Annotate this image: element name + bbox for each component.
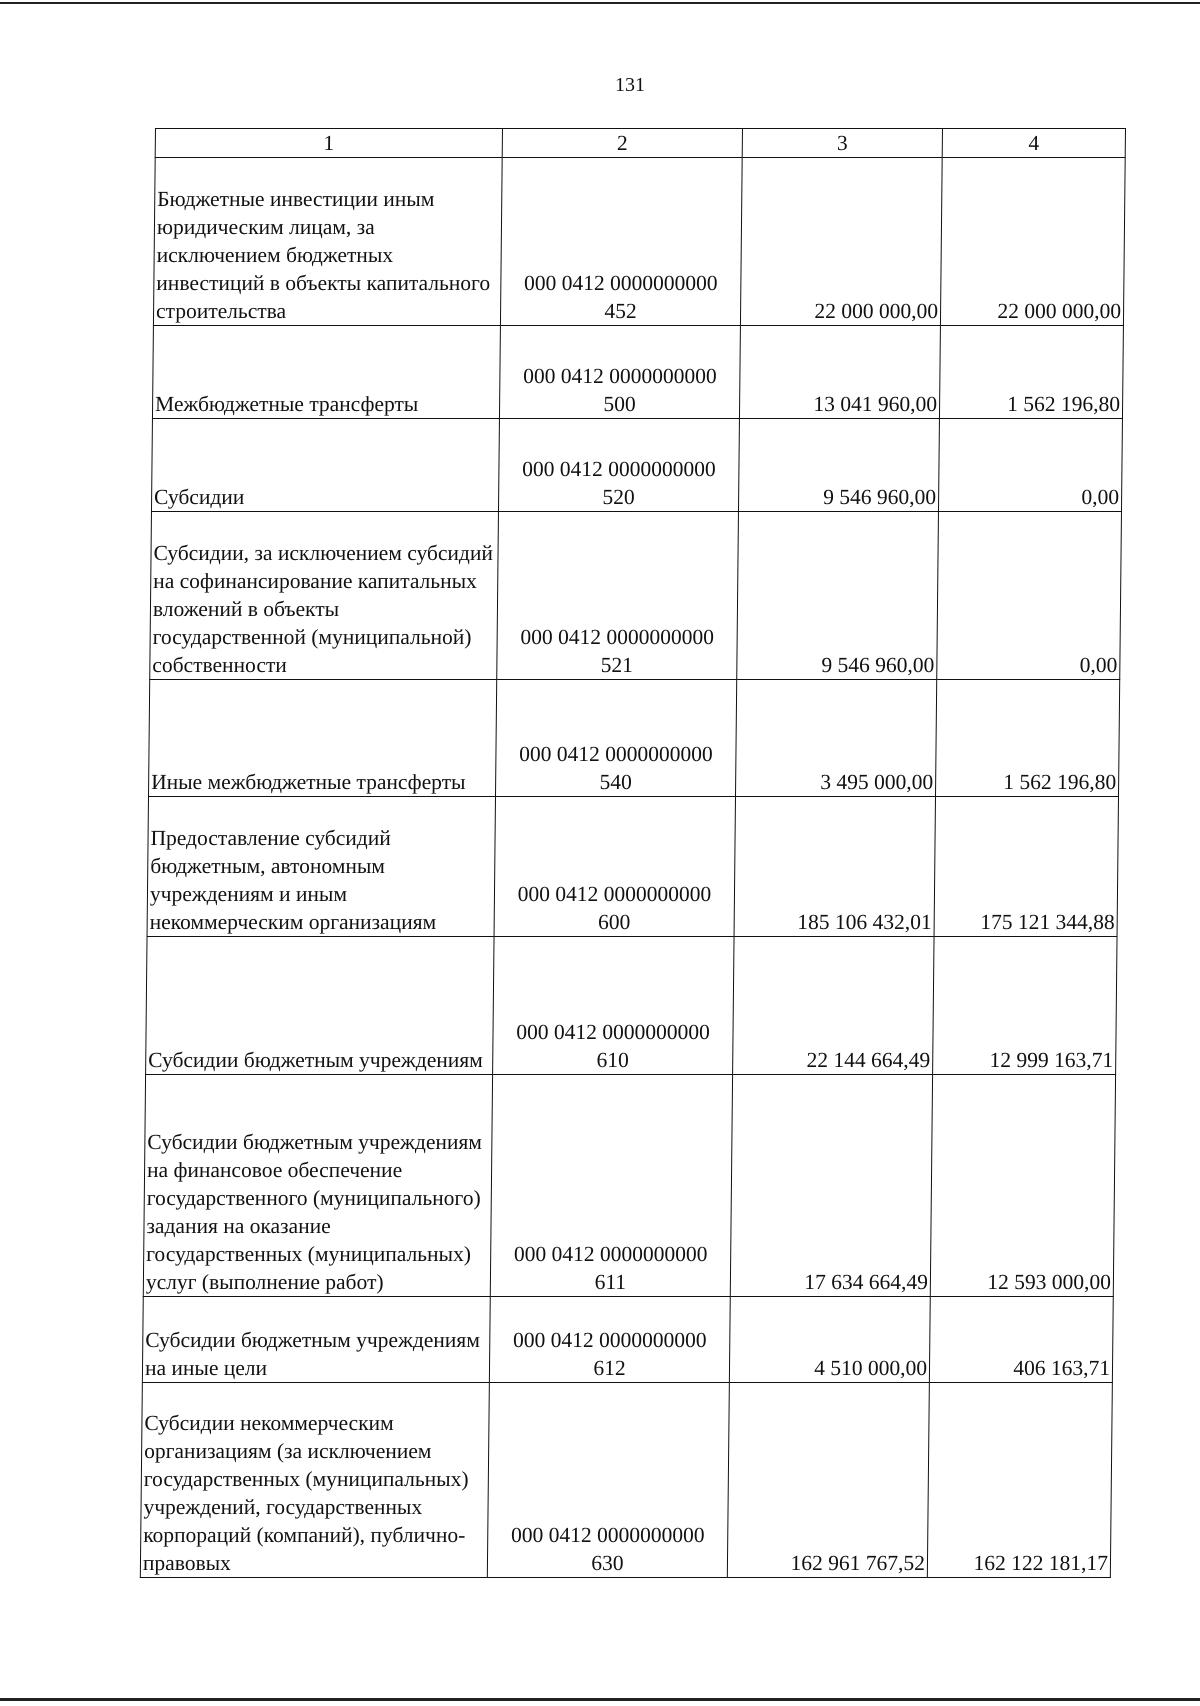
row-name: Субсидии бюджетным учреждениям (146, 937, 494, 1075)
table-row (152, 326, 1123, 419)
table-row (147, 797, 1118, 937)
row-name: Субсидии бюджетным учреждениям на иные цели (142, 1297, 490, 1383)
row-code (489, 1297, 730, 1383)
row-value-col4: 12 999 163,71 (933, 937, 1117, 1075)
page-number: 131 (615, 74, 645, 96)
row-value-col4: 1 562 196,80 (939, 326, 1123, 419)
code-suffix: 521 (600, 653, 634, 677)
row-code (487, 1383, 729, 1578)
row-value-col3: 17 634 664,49 (730, 1075, 932, 1297)
code-suffix: 612 (593, 1356, 626, 1380)
row-name: Бюджетные инвестиции иным юридическим лицам, за исключением бюджетных инвестиций в объекты капитального строительства (153, 158, 502, 326)
row-code (495, 680, 736, 797)
code-suffix: 630 (591, 1551, 624, 1575)
row-code (494, 797, 735, 937)
code-suffix: 611 (594, 1270, 627, 1294)
row-value-col3: 9 546 960,00 (738, 419, 939, 512)
row-value-col3: 185 106 432,01 (734, 797, 935, 937)
code-number: 000 0412 0000000000 (522, 457, 716, 481)
code-number: 000 0412 0000000000 (512, 1328, 707, 1352)
row-value-col3: 22 144 664,49 (733, 937, 934, 1075)
row-value-col3: 9 546 960,00 (737, 512, 939, 680)
table-row (143, 1075, 1115, 1297)
row-code (500, 158, 742, 326)
table-row (151, 419, 1122, 512)
row-value-col4: 175 121 344,88 (934, 797, 1118, 937)
row-name: Субсидии бюджетным учреждениям на финансовое обеспечение государственного (муниципального) задания на оказание государственных (муниципальных) услуг (выполнение работ) (143, 1075, 492, 1297)
code-number: 000 0412 0000000000 (513, 1242, 708, 1266)
table-row (140, 1383, 1112, 1578)
row-code (490, 1075, 732, 1297)
column-header-1: 1 (155, 129, 502, 158)
code-suffix: 610 (596, 1048, 629, 1072)
row-value-col4: 0,00 (938, 419, 1122, 512)
row-code (497, 512, 739, 680)
row-name: Субсидии некоммерческим организациям (за исключением государственных (муниципальных) учреждений, государственных корпораций (компаний), публично-правовых (140, 1383, 489, 1578)
scan-top-edge (0, 2, 1200, 4)
code-number: 000 0412 0000000000 (519, 742, 713, 766)
table-row (142, 1297, 1113, 1383)
row-value-col3: 3 495 000,00 (735, 680, 936, 797)
column-header-2: 2 (502, 129, 742, 158)
row-value-col3: 22 000 000,00 (740, 158, 942, 326)
code-number: 000 0412 0000000000 (524, 271, 718, 295)
code-number: 000 0412 0000000000 (510, 1523, 705, 1547)
row-value-col4: 1 562 196,80 (935, 680, 1119, 797)
row-code (499, 326, 740, 419)
code-number: 000 0412 0000000000 (520, 625, 715, 649)
code-number: 000 0412 0000000000 (523, 364, 717, 388)
row-code (493, 937, 734, 1075)
row-value-col4: 12 593 000,00 (930, 1075, 1115, 1297)
code-suffix: 500 (603, 392, 636, 416)
row-name: Субсидии (151, 419, 499, 512)
row-value-col3: 162 961 767,52 (727, 1383, 929, 1578)
row-name: Межбюджетные трансферты (152, 326, 500, 419)
row-value-col4: 0,00 (937, 512, 1122, 680)
row-value-col3: 4 510 000,00 (729, 1297, 930, 1383)
code-number: 000 0412 0000000000 (517, 882, 712, 906)
table-row (146, 937, 1117, 1075)
table-row (153, 158, 1125, 326)
row-value-col4: 22 000 000,00 (940, 158, 1125, 326)
code-suffix: 540 (599, 770, 632, 794)
code-number: 000 0412 0000000000 (516, 1020, 710, 1044)
row-value-col4: 406 163,71 (929, 1297, 1113, 1383)
budget-table (140, 128, 1126, 1578)
row-code (498, 419, 739, 512)
code-suffix: 520 (602, 485, 635, 509)
row-name: Предоставление субсидий бюджетным, автономным учреждениям и иным некоммерческим организациям (147, 797, 495, 937)
row-name: Субсидии, за исключением субсидий на софинансирование капитальных вложений в объекты государственной (муниципальной) собственности (150, 512, 499, 680)
scan-bottom-edge (0, 1698, 1200, 1701)
row-value-col3: 13 041 960,00 (739, 326, 940, 419)
code-suffix: 452 (604, 299, 637, 323)
table-row (148, 680, 1119, 797)
row-name: Иные межбюджетные трансферты (148, 680, 496, 797)
column-header-3: 3 (742, 129, 942, 158)
code-suffix: 600 (597, 910, 631, 934)
header-row (155, 129, 1125, 158)
row-value-col4: 162 122 181,17 (927, 1383, 1112, 1578)
table-row (150, 512, 1122, 680)
column-header-4: 4 (942, 129, 1125, 158)
